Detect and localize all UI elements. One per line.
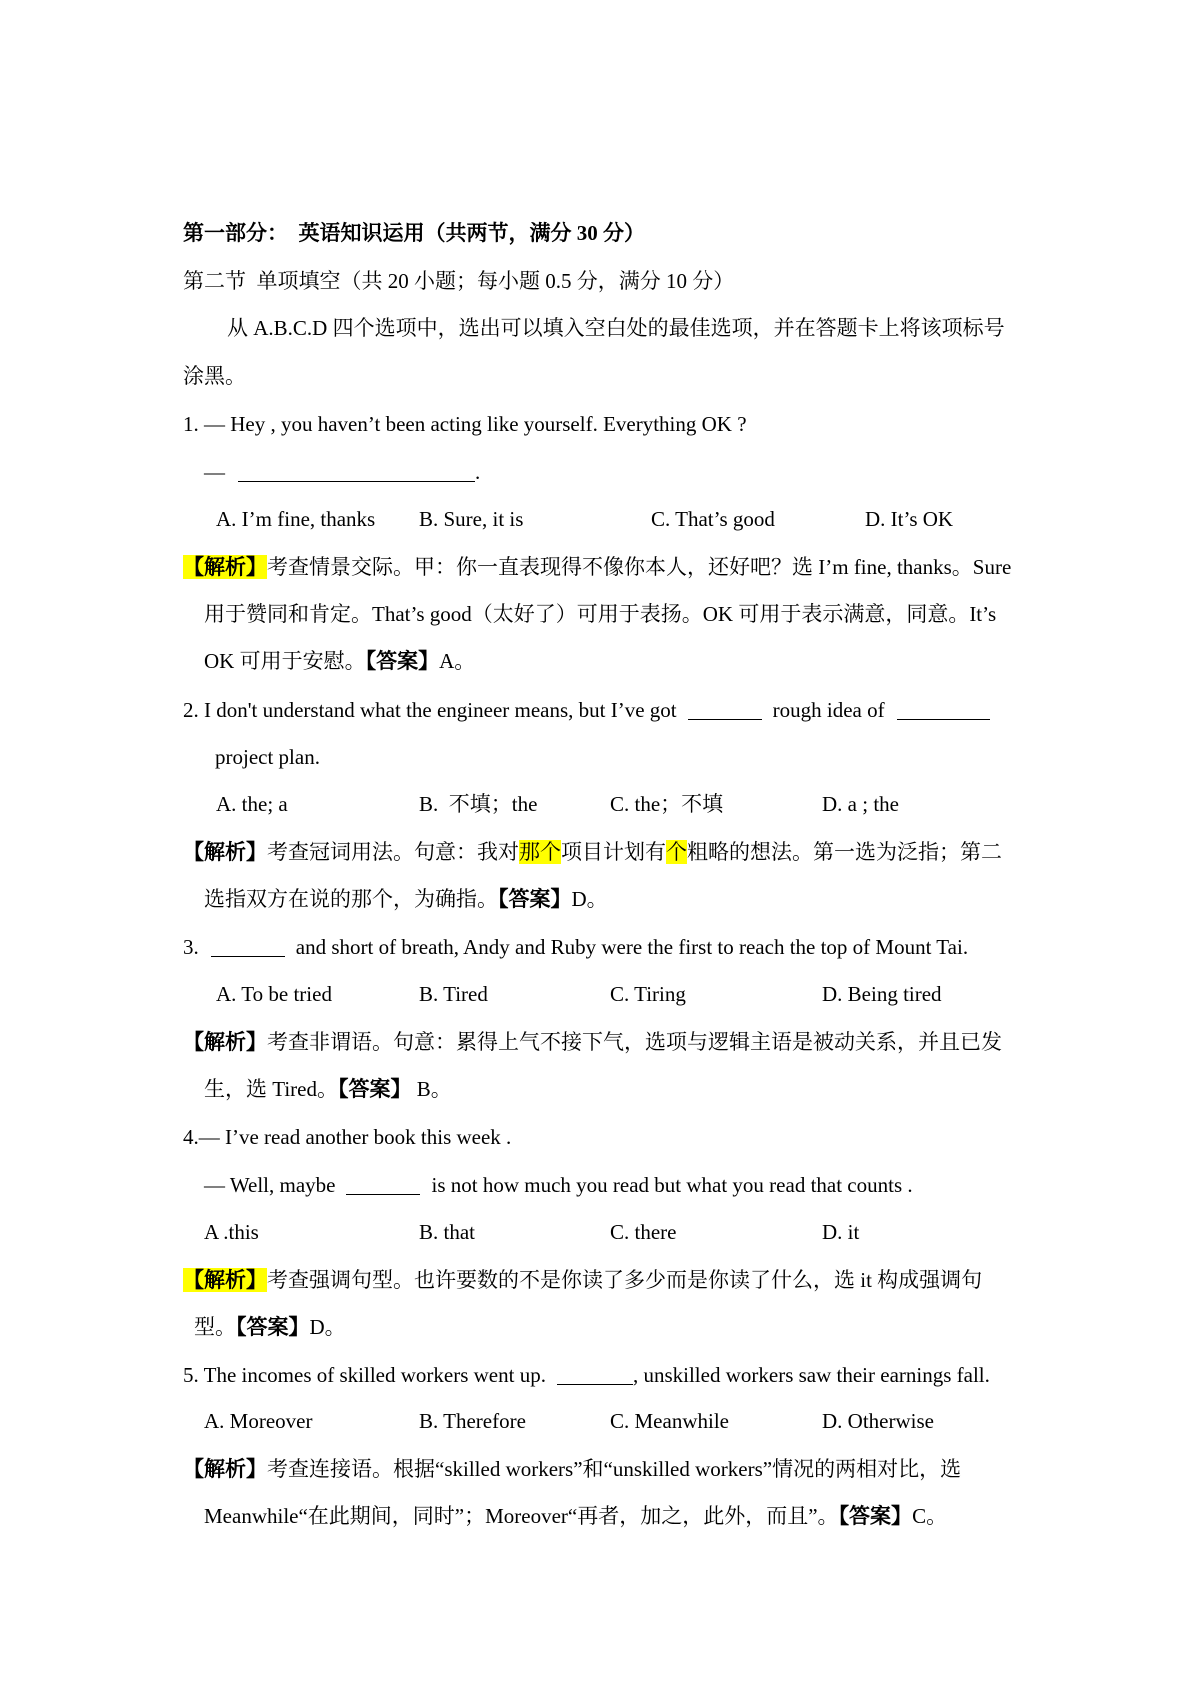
stem-text: , unskilled workers saw their earnings fall. (632, 1363, 990, 1387)
analysis-text: 考查强调句型。也许要数的不是你读了多少而是你读了什么，选 it 构成强调句 (267, 1268, 983, 1292)
question-2-stem (183, 697, 990, 723)
question-5-stem (183, 1362, 990, 1388)
instructions-line: 涂黑。 (183, 364, 246, 388)
question-3-stem (183, 934, 968, 960)
analysis-line (204, 1503, 947, 1529)
stem-text: 2. I don't understand what the engineer means, but I’ve got (183, 698, 677, 722)
option-a: A. I’m fine, thanks (216, 507, 376, 531)
answer-label: 【答案】 (365, 649, 440, 673)
analysis-text: 粗略的想法。第一选为泛指；第二 (687, 840, 1002, 864)
period: . (475, 460, 481, 484)
question-4-stem: 4.— I’ve read another book this week . (183, 1125, 512, 1149)
analysis-line: 用于赞同和肯定。That’s good（太好了）可用于表扬。OK 可用于表示满意，同意。It’s (204, 602, 997, 626)
answer-blank (238, 480, 475, 482)
highlighted-text: 个 (666, 840, 687, 864)
analysis-label: 【解析】 (183, 1030, 267, 1054)
analysis-text: 选指双方在说的那个，为确指。 (204, 887, 498, 911)
section-title: 第二节 单项填空（共 20 小题；每小题 0.5 分，满分 10 分） (183, 269, 735, 293)
stem-text: rough idea of (772, 698, 885, 722)
option-b: B. that (419, 1220, 475, 1244)
option-d: D. It’s OK (865, 507, 954, 531)
answer-value: A。 (439, 649, 476, 673)
analysis-text: 考查情景交际。甲：你一直表现得不像你本人，还好吧？选 I’m fine, thanks。Sure (267, 555, 1012, 579)
question-2-stem: project plan. (215, 745, 320, 769)
analysis-text: 考查冠词用法。句意：我对 (267, 840, 519, 864)
option-a: A .this (204, 1220, 259, 1244)
option-c: C. there (610, 1220, 677, 1244)
option-d: D. Otherwise (822, 1409, 934, 1433)
question-1-stem: 1. — Hey , you haven’t been acting like yourself. Everything OK ? (183, 412, 747, 436)
answer-value: B。 (411, 1077, 452, 1101)
option-c: C. the；不填 (610, 792, 724, 816)
option-d: D. a ; the (822, 792, 899, 816)
analysis-label: 【解析】 (183, 1268, 267, 1292)
answer-value: D。 (571, 887, 608, 911)
analysis-label: 【解析】 (183, 840, 267, 864)
stem-text: 5. The incomes of skilled workers went up. (183, 1363, 546, 1387)
option-b: B. Sure, it is (419, 507, 524, 531)
option-c: C. That’s good (651, 507, 775, 531)
analysis-line (183, 1267, 982, 1293)
answer-blank (211, 955, 285, 957)
analysis-label: 【解析】 (183, 555, 267, 579)
analysis-line (183, 1456, 961, 1482)
analysis-text: 考查非谓语。句意：累得上气不接下气，选项与逻辑主语是被动关系，并且已发 (267, 1030, 1002, 1054)
answer-blank (897, 718, 990, 720)
option-b: B. 不填；the (419, 792, 538, 816)
answer-label: 【答案】 (838, 1504, 913, 1528)
analysis-line (194, 1314, 346, 1340)
analysis-text: 生，选 Tired。 (204, 1077, 338, 1101)
analysis-line (183, 554, 1011, 580)
answer-blank (346, 1193, 420, 1195)
answer-label: 【答案】 (498, 887, 572, 911)
question-1-response (204, 459, 480, 485)
analysis-text: 项目计划有 (561, 840, 666, 864)
highlighted-text: 那个 (519, 840, 561, 864)
answer-value: C。 (912, 1504, 948, 1528)
answer-label: 【答案】 (236, 1315, 310, 1339)
analysis-line (204, 886, 608, 912)
analysis-text: 考查连接语。根据“skilled workers”和“unskilled workers”情况的两相对比，选 (267, 1457, 962, 1481)
option-b: B. Tired (419, 982, 488, 1006)
answer-label: 【答案】 (338, 1077, 412, 1101)
option-a: A. Moreover (204, 1409, 313, 1433)
part-title: 第一部分： 英语知识运用（共两节，满分 30 分） (183, 221, 645, 245)
analysis-line (183, 839, 1002, 865)
option-c: C. Meanwhile (610, 1409, 729, 1433)
stem-text: and short of breath, Andy and Ruby were the first to reach the top of Mount Tai. (295, 935, 969, 959)
instructions-line: 从 A.B.C.D 四个选项中，选出可以填入空白处的最佳选项，并在答题卡上将该项标号 (227, 316, 1005, 340)
option-a: A. To be tried (216, 982, 332, 1006)
question-4-response (204, 1172, 913, 1198)
analysis-line (204, 1076, 452, 1102)
answer-blank (688, 718, 762, 720)
option-d: D. it (822, 1220, 860, 1244)
answer-blank (557, 1383, 633, 1385)
stem-text: — Well, maybe (204, 1173, 336, 1197)
option-d: D. Being tired (822, 982, 942, 1006)
analysis-text: OK 可用于安慰。 (204, 649, 366, 673)
answer-value: D。 (309, 1315, 346, 1339)
analysis-label: 【解析】 (183, 1457, 267, 1481)
question-number: 3. (183, 935, 199, 959)
stem-text: is not how much you read but what you read that counts . (431, 1173, 913, 1197)
analysis-line (204, 648, 475, 674)
option-b: B. Therefore (419, 1409, 526, 1433)
analysis-line (183, 1029, 1002, 1055)
option-c: C. Tiring (610, 982, 686, 1006)
option-a: A. the; a (216, 792, 288, 816)
analysis-text: 型。 (194, 1315, 236, 1339)
analysis-text: Meanwhile“在此期间，同时”；Moreover“再者，加之，此外，而且”。 (204, 1504, 839, 1528)
dash: — (204, 460, 225, 484)
